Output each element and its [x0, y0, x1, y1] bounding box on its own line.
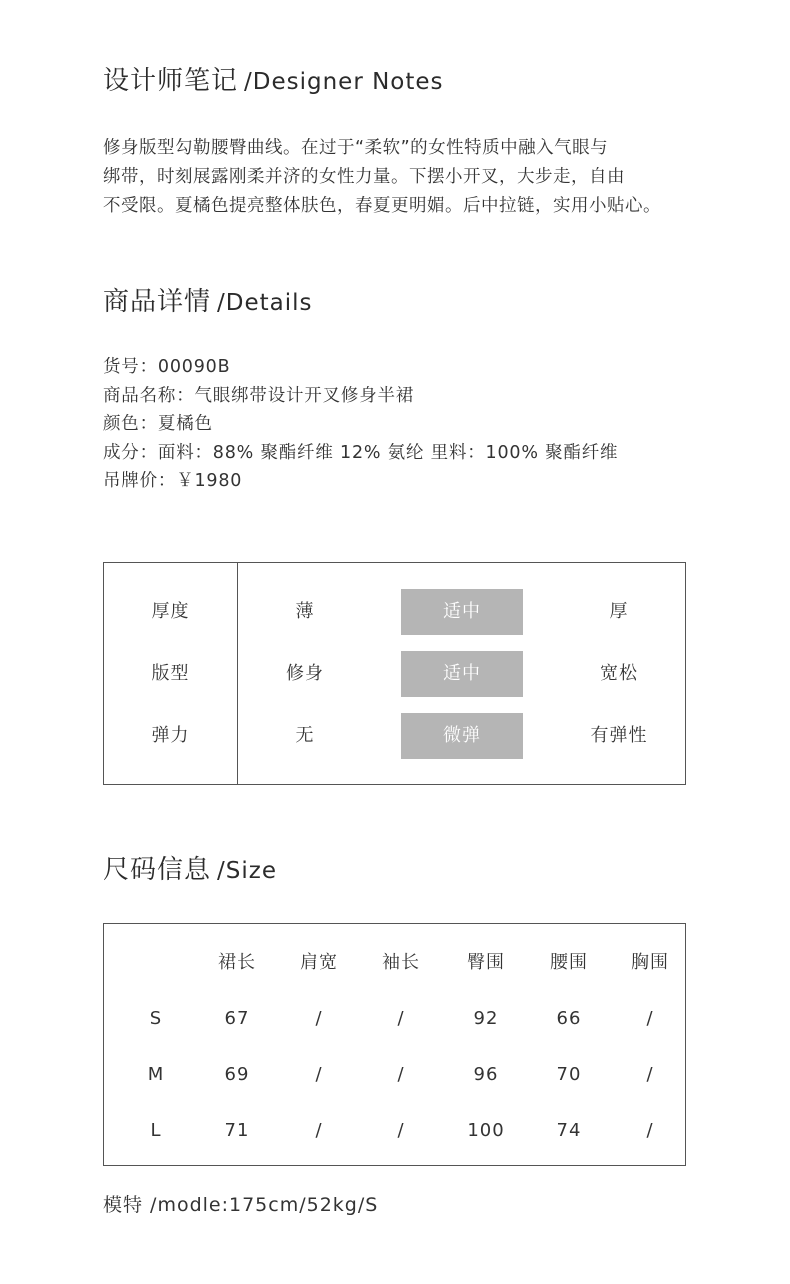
size-cell: /: [315, 1008, 323, 1029]
model-info: 模特 /modle:175cm/52kg/S: [103, 1194, 379, 1216]
attribute-row-elasticity: [104, 713, 685, 759]
detail-item-material: 成分：面料：88% 聚酯纤维 12% 氨纶 里料：100% 聚酯纤维: [103, 442, 619, 463]
size-header-cell: 腰围: [550, 952, 588, 973]
size-header-cell: 肩宽: [300, 952, 338, 973]
size-cell: M: [147, 1064, 165, 1085]
size-cell: /: [646, 1008, 654, 1029]
designer-notes-title-cn: 设计师笔记: [103, 66, 239, 96]
attribute-label: 弹力: [151, 725, 190, 746]
size-cell: /: [397, 1008, 405, 1029]
size-cell: 100: [467, 1120, 505, 1141]
attribute-option: 适中: [401, 651, 523, 697]
size-header-cell: [116, 949, 196, 977]
size-cell: /: [397, 1120, 405, 1141]
designer-notes-title: [103, 60, 444, 97]
attribute-row-fit: [104, 651, 685, 697]
size-cell: 67: [224, 1008, 250, 1029]
size-cell: /: [315, 1064, 323, 1085]
size-cell: 70: [556, 1064, 582, 1085]
details-title: [103, 281, 313, 318]
attribute-table: [103, 562, 686, 785]
size-cell: /: [646, 1120, 654, 1141]
attribute-option: 微弹: [401, 713, 523, 759]
details-list: [103, 353, 618, 496]
size-cell: 96: [473, 1064, 499, 1085]
details-title-cn: 商品详情: [103, 287, 212, 317]
detail-item-color: 颜色：夏橘色: [103, 414, 213, 434]
attribute-option: 有弹性: [590, 725, 648, 746]
notes-line: 绑带，时刻展露刚柔并济的女性力量。下摆小开叉，大步走，自由: [103, 167, 625, 187]
size-header-cell: 臀围: [467, 952, 505, 973]
size-cell: 74: [556, 1120, 582, 1141]
attribute-option: 宽松: [600, 663, 638, 684]
detail-item-sku: 货号：00090B: [103, 357, 231, 377]
attribute-option: 薄: [295, 601, 315, 622]
size-cell: 92: [473, 1008, 499, 1029]
details-title-en: /Details: [217, 290, 313, 316]
attribute-row-thickness: [104, 589, 685, 635]
size-title-en: /Size: [217, 858, 277, 884]
detail-item-name: 商品名称：气眼绑带设计开叉修身半裙: [103, 385, 415, 406]
size-cell: L: [150, 1120, 162, 1141]
size-header-cell: 袖长: [382, 952, 420, 973]
size-cell: 66: [556, 1008, 582, 1029]
size-cell: /: [397, 1064, 405, 1085]
size-table: [103, 923, 686, 1166]
attribute-option: 厚: [609, 601, 629, 622]
size-cell: 69: [224, 1064, 250, 1085]
designer-notes-body: [103, 134, 763, 221]
notes-line: 修身版型勾勒腰臀曲线。在过于“柔软”的女性特质中融入气眼与: [103, 138, 609, 158]
size-cell: /: [646, 1064, 654, 1085]
size-header-cell: 裙长: [218, 952, 256, 973]
attribute-label: 版型: [151, 663, 190, 684]
size-cell: 71: [224, 1120, 250, 1141]
size-cell: /: [315, 1120, 323, 1141]
size-title: [103, 849, 277, 886]
notes-line: 不受限。夏橘色提亮整体肤色，春夏更明媚。后中拉链，实用小贴心。: [103, 196, 661, 216]
attribute-option: 适中: [401, 589, 523, 635]
detail-item-price: 吊牌价：￥1980: [103, 471, 243, 491]
size-header-cell: 胸围: [631, 952, 669, 973]
attribute-option: 无: [295, 725, 315, 746]
size-cell: S: [149, 1008, 163, 1029]
attribute-option: 修身: [286, 663, 324, 684]
attribute-label: 厚度: [151, 601, 190, 622]
size-title-cn: 尺码信息: [103, 855, 212, 885]
designer-notes-title-en: /Designer Notes: [244, 69, 444, 95]
